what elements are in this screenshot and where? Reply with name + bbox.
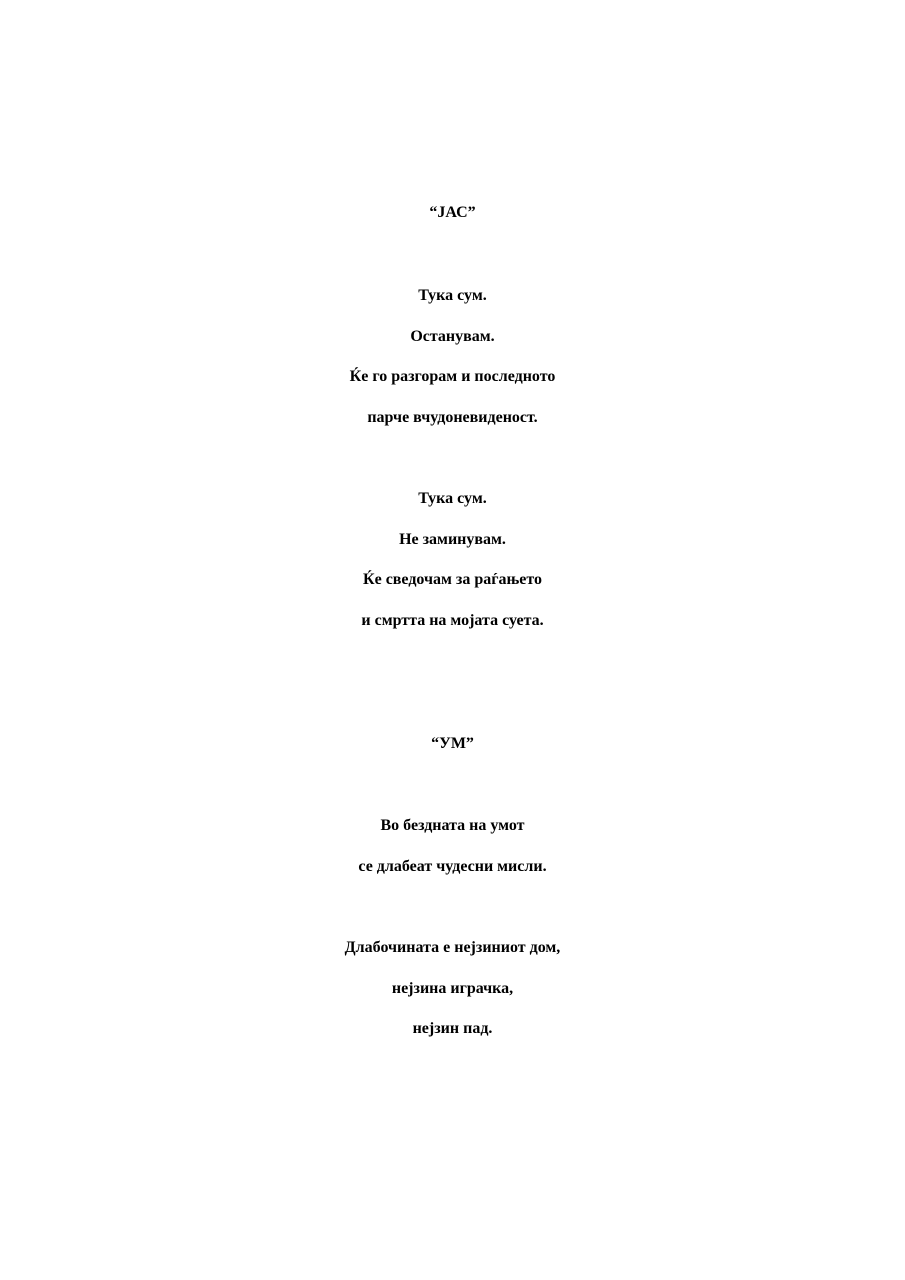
poem-line: Ќе сведочам за раѓањето [362, 571, 543, 588]
poem-title-jas: “ЈАС” [429, 204, 476, 221]
poem-title-um: “УМ” [431, 735, 474, 752]
poem-line: Не заминувам. [399, 531, 506, 548]
poem-line: парче вчудоневиденост. [367, 409, 538, 426]
poem-line: Во бездната на умот [380, 817, 525, 834]
poem-line: Ќе го разгорам и последното [349, 368, 556, 385]
poem-line: и смртта на мојата суета. [361, 612, 544, 629]
poem-line: Тука сум. [418, 490, 487, 507]
poem-line: се длабеат чудесни мисли. [358, 858, 547, 875]
poem-line: нејзин пад. [412, 1020, 493, 1037]
poem-line: нејзина играчка, [391, 980, 514, 997]
poem-line: Длабочината е нејзиниот дом, [344, 939, 561, 956]
poem-line: Останувам. [410, 328, 495, 345]
poem-line: Тука сум. [418, 287, 487, 304]
